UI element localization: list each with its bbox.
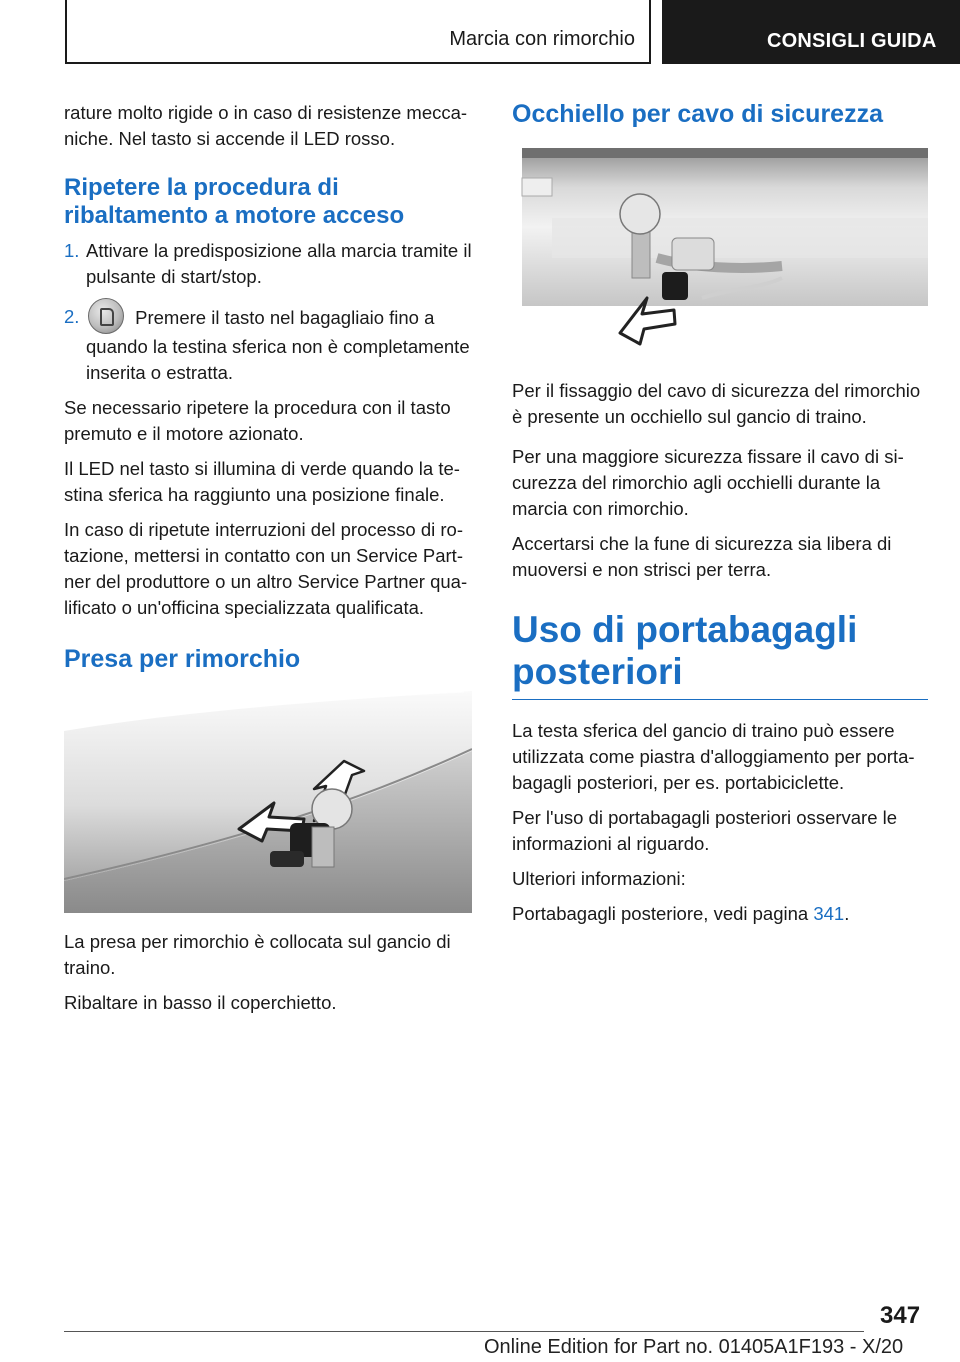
reference-paragraph xyxy=(512,901,928,927)
safety-eyelet-illustration xyxy=(512,148,928,366)
paragraph: Ribaltare in basso il coperchietto. xyxy=(64,992,337,1013)
paragraph: In caso di ripetute interruzioni del processo di rotazione, mettersi in contatto con un Service Partner del produttore o un altro Service Partner qualificato o un'officina specializzata qualificata. xyxy=(64,519,468,618)
paragraph: Se necessario ripetere la procedura con il tasto premuto e il motore azionato. xyxy=(64,397,451,444)
trunk-button-icon xyxy=(88,298,124,334)
step-text: Attivare la predisposizione alla marcia tramite il pulsante di start/stop. xyxy=(86,240,472,287)
paragraph: Per il fissaggio del cavo di sicurezza del rimorchio è presente un occhiello sul gancio di traino. xyxy=(512,380,921,427)
footer-divider xyxy=(64,1331,864,1332)
paragraph: Per l'uso di portabagagli posteriori osservare le informazioni al riguardo. xyxy=(512,807,898,854)
list-item xyxy=(64,238,476,290)
heading-safety-cable-eyelet: Occhiello per cavo di sicurezza xyxy=(512,100,883,128)
header-frame xyxy=(65,0,651,64)
trailer-socket-illustration xyxy=(64,691,472,913)
reference-text: Portabagagli posteriore, vedi pagina xyxy=(512,903,814,924)
heading-retry-procedure: Ripetere la procedura di ribaltamento a motore acceso xyxy=(64,174,405,229)
paragraph: La presa per rimorchio è collocata sul gancio di traino. xyxy=(64,931,451,978)
step-text: Premere il tasto nel bagagliaio fino a quando la testina sferica non è completamente inserita o estratta. xyxy=(86,306,470,383)
paragraph: Accertarsi che la fune di sicurezza sia libera di muoversi e non strisci per terra. xyxy=(512,533,892,580)
section-title: Marcia con rimorchio xyxy=(449,28,635,50)
chapter-tab: CONSIGLI GUIDA xyxy=(662,0,960,64)
paragraph: La testa sferica del gancio di traino può essere utilizzata come piastra d'alloggiamento per portabagagli posteriori, per es. portabiciclette. xyxy=(512,720,915,793)
page-link[interactable]: 341 xyxy=(813,903,845,924)
footer-edition: Online Edition for Part no. 01405A1F193 - X/20 xyxy=(484,1336,904,1358)
paragraph: Il LED nel tasto si illumina di verde quando la testina sferica ha raggiunto una posizione finale. xyxy=(64,458,460,505)
step-number: 2. xyxy=(64,306,80,327)
steps-list xyxy=(64,238,476,386)
right-column xyxy=(512,100,928,936)
left-column xyxy=(64,100,476,1025)
reference-end: . xyxy=(844,903,850,924)
heading-rear-carriers: Uso di portabagagli posteriori xyxy=(512,609,858,692)
step-number: 1. xyxy=(64,240,80,261)
page-number: 347 xyxy=(880,1302,921,1329)
paragraph: Per una maggiore sicurezza fissare il cavo di sicurezza del rimorchio agli occhielli durante la marcia con rimorchio. xyxy=(512,446,904,519)
intro-paragraph: rature molto rigide o in caso di resistenze meccaniche. Nel tasto si accende il LED rosso. xyxy=(64,102,468,149)
paragraph: Ulteriori informazioni: xyxy=(512,868,686,889)
heading-block xyxy=(512,609,928,700)
heading-trailer-socket: Presa per rimorchio xyxy=(64,645,301,673)
list-item xyxy=(64,304,476,386)
